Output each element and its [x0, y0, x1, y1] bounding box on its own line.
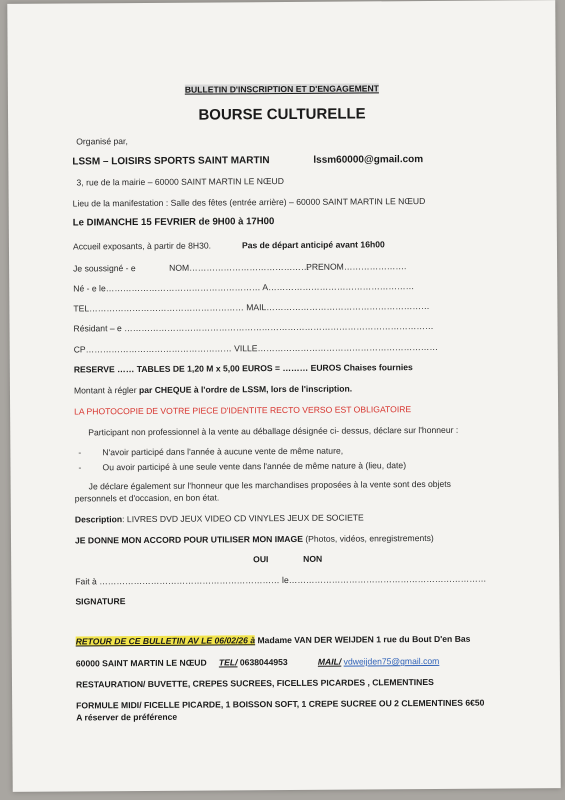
depart-anticipe: Pas de départ anticipé avant 16h00	[241, 239, 385, 251]
oui-option[interactable]: OUI	[253, 554, 269, 565]
residant-field[interactable]: Résidant – e ………………………………………………………………………………………………	[73, 320, 434, 334]
nom-field[interactable]: NOM……………………………………	[169, 261, 310, 273]
cp-ville-field[interactable]: CP…………………………………………… VILLE………………………………………………………	[73, 341, 439, 355]
lieu-manifestation: Lieu de la manifestation : Salle des fêtes (entrée arrière) – 60000 SAINT MARTIN LE NŒUD	[72, 196, 426, 209]
description-line: Description: LIVRES DVD JEUX VIDEO CD VINYLES JEUX DE SOCIETE	[74, 512, 364, 525]
reserve-tables: RESERVE …… TABLES DE 1,20 M x 5,00 EUROS = ……… EUROS Chaises fournies	[73, 362, 413, 375]
org-name: LSSM – LOISIRS SPORTS SAINT MARTIN	[72, 155, 270, 168]
page-title: BOURSE CULTURELLE	[198, 105, 366, 124]
bullet-item: - Ou avoir participé à une seule vente dans l'année de même nature à (lieu, date)	[78, 460, 407, 473]
participant-declaration: Participant non professionnel à la vente au déballage désignée ci- dessus, déclare sur l'honneur :	[88, 424, 459, 438]
formule-line: FORMULE MIDI/ FICELLE PICARDE, 1 BOISSON SOFT, 1 CREPE SUCREE OU 2 CLEMENTINES 6€50	[76, 697, 485, 711]
org-email: lssm60000@gmail.com	[313, 154, 424, 166]
reserver-line: A réserver de préférence	[76, 711, 178, 723]
organise-par: Organisé par,	[76, 136, 128, 147]
tel-mail-field[interactable]: TEL……………………………………………… MAIL…………………………………………………	[73, 300, 430, 314]
signature-label: SIGNATURE	[75, 596, 126, 607]
soussigne-label: Je soussigné - e	[73, 263, 136, 274]
non-option[interactable]: NON	[303, 553, 323, 564]
mail-line: MAIL/ vdweijden75@gmail.com	[317, 655, 440, 667]
declare-line-2: personnels et d'occasion, en bon état.	[74, 492, 220, 504]
bullet-item: - N'avoir participé dans l'année à aucune vente de même nature,	[78, 445, 344, 458]
mail-link[interactable]: vdweijden75@gmail.com	[343, 655, 440, 667]
event-date: Le DIMANCHE 15 FEVRIER de 9H00 à 17H00	[72, 216, 275, 229]
montant-line: Montant à régler par CHEQUE à l'ordre de LSSM, lors de l'inscription.	[73, 383, 353, 396]
org-address: 3, rue de la mairie – 60000 SAINT MARTIN LE NŒUD	[76, 175, 284, 188]
restauration-line: RESTAURATION/ BUVETTE, CREPES SUCREES, FICELLES PICARDES , CLEMENTINES	[75, 676, 434, 690]
document-page	[7, 0, 560, 792]
city-line: 60000 SAINT MARTIN LE NŒUD	[75, 657, 207, 669]
image-consent: JE DONNE MON ACCORD POUR UTILISER MON IMAGE (Photos, vidéos, enregistrements)	[74, 532, 434, 546]
tel-line: TEL/ 0638044953	[218, 656, 288, 668]
accueil-exposants: Accueil exposants, à partir de 8H30.	[72, 240, 212, 252]
prenom-field[interactable]: PRENOM………………….	[306, 261, 407, 272]
declare-line-1: Je déclare également sur l'honneur que les marchandises proposées à la vente sont des objets	[88, 478, 451, 492]
fait-a-field[interactable]: Fait à ……………………………………………………… le……………………………………………………………	[75, 573, 487, 587]
bulletin-heading: BULLETIN D'INSCRIPTION ET D'ENGAGEMENT	[184, 83, 379, 95]
retour-line: RETOUR DE CE BULLETIN AV LE 06/02/26 à Madame VAN DER WEIJDEN 1 rue du Bout D'en Bas	[75, 633, 471, 647]
naissance-field[interactable]: Né - e le……………………………………………… A……………………………………………	[73, 281, 415, 294]
photocopie-warning: LA PHOTOCOPIE DE VOTRE PIECE D'IDENTITE RECTO VERSO EST OBLIGATOIRE	[74, 404, 412, 417]
